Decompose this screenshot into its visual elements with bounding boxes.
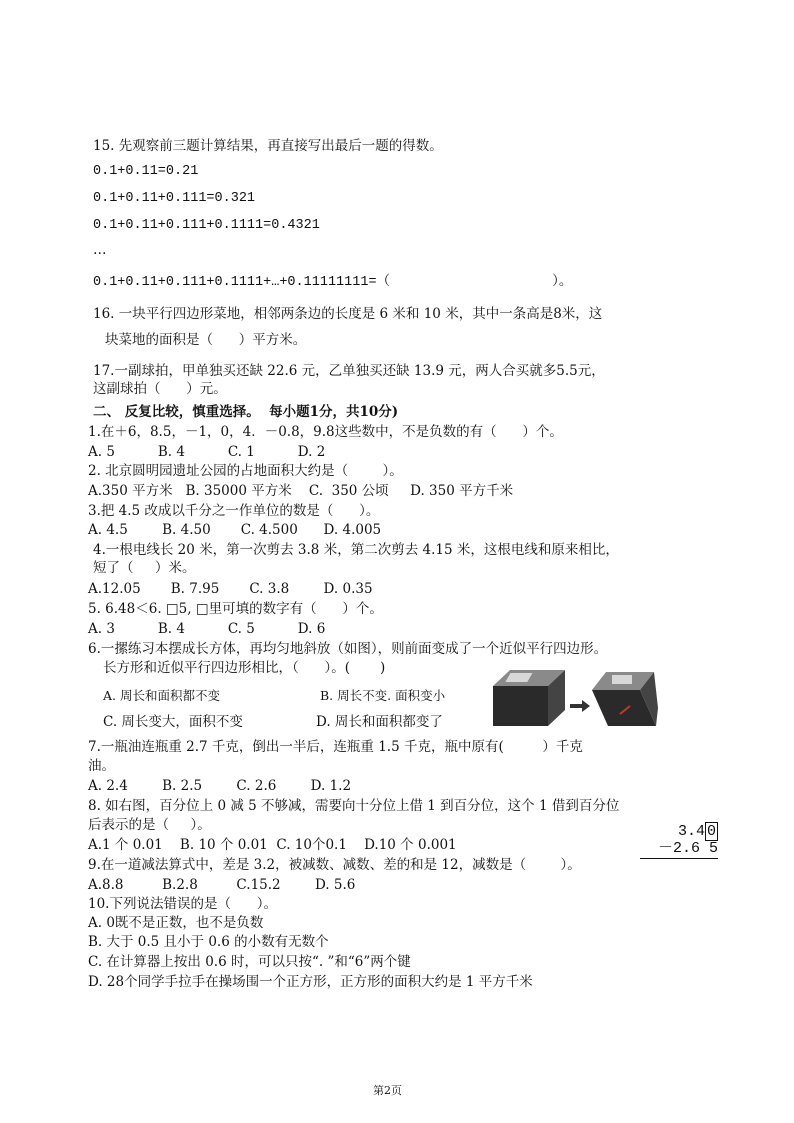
q15-ellipsis: …: [93, 242, 107, 258]
choice-3-options: A. 4.5 B. 4.50 C. 4.500 D. 4.005: [88, 522, 382, 538]
section-2-title: 二、 反复比较，慎重选择。 每小题1分，共10分): [93, 404, 399, 420]
choice-4-question-1: 4.一根电线长 20 米，第一次剪去 3.8 米，第二次剪去 4.15 米，这根电线和原来相比，: [93, 542, 619, 558]
choice-10-option-c: C. 在计算器上按出 0.6 时，可以只按“. ”和“6”两个键: [88, 954, 411, 970]
calc-minuend: [640, 823, 718, 840]
notebook-stack-figure: [490, 660, 660, 730]
choice-1-options: A. 5 B. 4 C. 1 D. 2: [88, 444, 326, 460]
choice-6-option-a: A. 周长和面积都不变: [103, 688, 220, 703]
q15-line-2: 0.1+0.11+0.111=0.321: [93, 191, 256, 206]
choice-10-option-d: D. 28个同学手拉手在操场围一个正方形，正方形的面积大约是 1 平方千米: [88, 974, 533, 990]
choice-6-option-c: C. 周长变大，面积不变: [103, 714, 243, 730]
choice-8-question-1: 8. 如右图，百分位上 0 减 5 不够减，需要向十分位上借 1 到百分位，这个 1 借到百分位: [88, 798, 620, 814]
choice-6-question-1: 6.一摞练习本摆成长方体，再均匀地斜放（如图），则前面变成了一个近似平行四边形。: [88, 641, 608, 657]
q16-line-1: 16. 一块平行四边形菜地，相邻两条边的长度是 6 米和 10 米，其中一条高是8米，这: [93, 306, 603, 322]
calc-subtrahend: －2.6 5: [657, 840, 718, 857]
choice-7-question-2: 油。: [88, 758, 115, 774]
calc-minuend-boxed-digit: 0: [706, 823, 716, 840]
choice-8-question-2: 后表示的是（ ）。: [88, 817, 211, 833]
q16-line-2: 块菜地的面积是（ ）平方米。: [105, 332, 307, 348]
choice-4-question-2: 短了（ ）米。: [93, 560, 196, 576]
choice-2-question: 2. 北京圆明园遗址公园的占地面积大约是（ ）。: [88, 463, 403, 479]
choice-2-options: A.350 平方米 B. 35000 平方米 C. 350 公顷 D. 350 平方千米: [88, 483, 514, 499]
choice-9-question: 9.在一道减法算式中，差是 3.2，被减数、减数、差的和是 12，减数是（ ）。: [88, 857, 581, 873]
choice-5-question: 5. 6.48＜6. □5, □里可填的数字有（ ）个。: [88, 601, 383, 617]
choice-8-options: A.1 个 0.01 B. 10 个 0.01 C. 10个0.1 D.10 个 0.001: [88, 837, 457, 853]
choice-6-option-d: D. 周长和面积都变了: [316, 714, 443, 730]
q15-line-4: 0.1+0.11+0.111+0.1111+…+0.11111111=（ ）。: [93, 275, 573, 290]
choice-6-option-b: B. 周长不变. 面积变小: [320, 688, 446, 703]
choice-10-option-b: B. 大于 0.5 且小于 0.6 的小数有无数个: [88, 934, 329, 950]
choice-5-options: A. 3 B. 4 C. 5 D. 6: [88, 621, 326, 637]
calc-minuend-digits: 3.4: [677, 823, 705, 840]
choice-7-options: A. 2.4 B. 2.5 C. 2.6 D. 1.2: [88, 778, 352, 794]
calc-rule: [640, 858, 718, 859]
q17-line-1: 17.一副球拍，甲单独买还缺 22.6 元，乙单独买还缺 13.9 元，两人合买就多5.5元，: [93, 363, 605, 379]
choice-4-options: A.12.05 B. 7.95 C. 3.8 D. 0.35: [88, 581, 373, 597]
choice-9-options: A.8.8 B.2.8 C.15.2 D. 5.6: [88, 877, 356, 893]
choice-3-question: 3.把 4.5 改成以千分之一作单位的数是（ ）。: [88, 503, 380, 519]
q17-line-2: 这副球拍（ ）元。: [93, 381, 227, 397]
choice-1-question: 1.在＋6，8.5，－1，0，4．－0.8，9.8这些数中，不是负数的有（ ）个。: [88, 424, 563, 440]
q15-title: 15. 先观察前三题计算结果，再直接写出最后一题的得数。: [93, 138, 443, 154]
choice-10-option-a: A. 0既不是正数，也不是负数: [88, 915, 264, 931]
q15-line-1: 0.1+0.11=0.21: [93, 164, 199, 179]
subtraction-vertical-calc: [640, 823, 718, 859]
choice-6-question-2: 长方形和近似平行四边形相比，（ ）。( ): [103, 660, 386, 676]
choice-10-question: 10.下列说法错误的是（ ）。: [88, 896, 277, 912]
notebook-stack-illustration: [490, 660, 660, 730]
page-number: 第2页: [373, 1084, 402, 1097]
choice-7-question-1: 7.一瓶油连瓶重 2.7 千克，倒出一半后，连瓶重 1.5 千克，瓶中原有( ）千克: [88, 739, 583, 755]
q15-line-3: 0.1+0.11+0.111+0.1111=0.4321: [93, 218, 320, 233]
